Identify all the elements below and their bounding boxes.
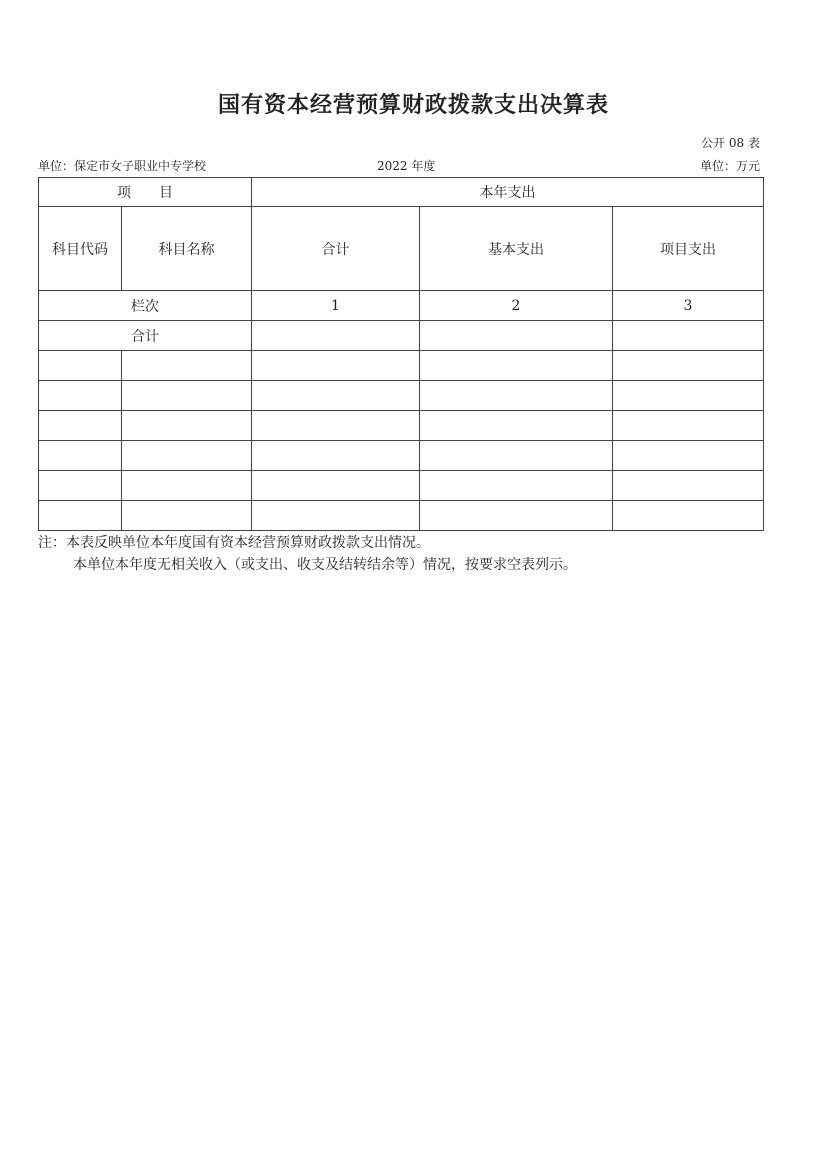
cell-subject-name xyxy=(122,381,252,411)
cell-project xyxy=(613,351,764,381)
cell-project xyxy=(613,411,764,441)
header-row-2 xyxy=(39,207,764,291)
cell-basic xyxy=(420,351,613,381)
total-project-cell xyxy=(613,321,764,351)
header-current-year: 本年支出 xyxy=(252,178,764,207)
cell-subject-code xyxy=(39,351,122,381)
cell-subject-name xyxy=(122,471,252,501)
cell-project xyxy=(613,441,764,471)
form-code: 公开 08 表 xyxy=(701,136,760,150)
cell-basic xyxy=(420,471,613,501)
cell-project xyxy=(613,501,764,531)
note-line-1: 注：本表反映单位本年度国有资本经营预算财政拨款支出情况。 xyxy=(38,535,430,551)
meta-row xyxy=(38,157,762,173)
cell-total xyxy=(252,501,420,531)
cell-project xyxy=(613,471,764,501)
cell-project xyxy=(613,381,764,411)
col-subject-code: 科目代码 xyxy=(39,207,122,291)
total-basic-cell xyxy=(420,321,613,351)
header-item: 项 目 xyxy=(39,178,252,207)
col-subject-name: 科目名称 xyxy=(122,207,252,291)
column-index-2: 2 xyxy=(420,291,613,321)
col-basic-expenditure: 基本支出 xyxy=(420,207,613,291)
cell-total xyxy=(252,441,420,471)
page-title: 国有资本经营预算财政拨款支出决算表 xyxy=(217,92,609,118)
cell-total xyxy=(252,471,420,501)
cell-subject-name xyxy=(122,441,252,471)
col-project-expenditure: 项目支出 xyxy=(613,207,764,291)
expenditure-table xyxy=(38,177,764,531)
cell-subject-code xyxy=(39,441,122,471)
header-row-1 xyxy=(39,178,764,207)
unit-name: 单位：保定市女子职业中专学校 xyxy=(38,159,207,173)
cell-total xyxy=(252,381,420,411)
table-row xyxy=(39,381,764,411)
table-row xyxy=(39,351,764,381)
cell-basic xyxy=(420,501,613,531)
table-row xyxy=(39,471,764,501)
cell-total xyxy=(252,351,420,381)
notes xyxy=(38,532,577,576)
cell-subject-name xyxy=(122,501,252,531)
cell-subject-code xyxy=(39,501,122,531)
column-index-label: 栏次 xyxy=(39,291,252,321)
cell-subject-code xyxy=(39,471,122,501)
cell-total xyxy=(252,411,420,441)
cell-basic xyxy=(420,411,613,441)
cell-basic xyxy=(420,441,613,471)
cell-subject-name xyxy=(122,351,252,381)
total-row xyxy=(39,321,764,351)
column-index-3: 3 xyxy=(613,291,764,321)
cell-basic xyxy=(420,381,613,411)
fiscal-year: 2022 年度 xyxy=(377,159,436,173)
cell-subject-code xyxy=(39,411,122,441)
total-row-label: 合计 xyxy=(39,321,252,351)
cell-subject-name xyxy=(122,411,252,441)
table-row xyxy=(39,501,764,531)
column-index-1: 1 xyxy=(252,291,420,321)
cell-subject-code xyxy=(39,381,122,411)
note-line-2: 本单位本年度无相关收入（或支出、收支及结转结余等）情况，按要求空表列示。 xyxy=(73,557,577,573)
currency-unit: 单位：万元 xyxy=(699,159,760,173)
table-row xyxy=(39,411,764,441)
total-cell xyxy=(252,321,420,351)
column-index-row xyxy=(39,291,764,321)
col-total: 合计 xyxy=(252,207,420,291)
table-row xyxy=(39,441,764,471)
